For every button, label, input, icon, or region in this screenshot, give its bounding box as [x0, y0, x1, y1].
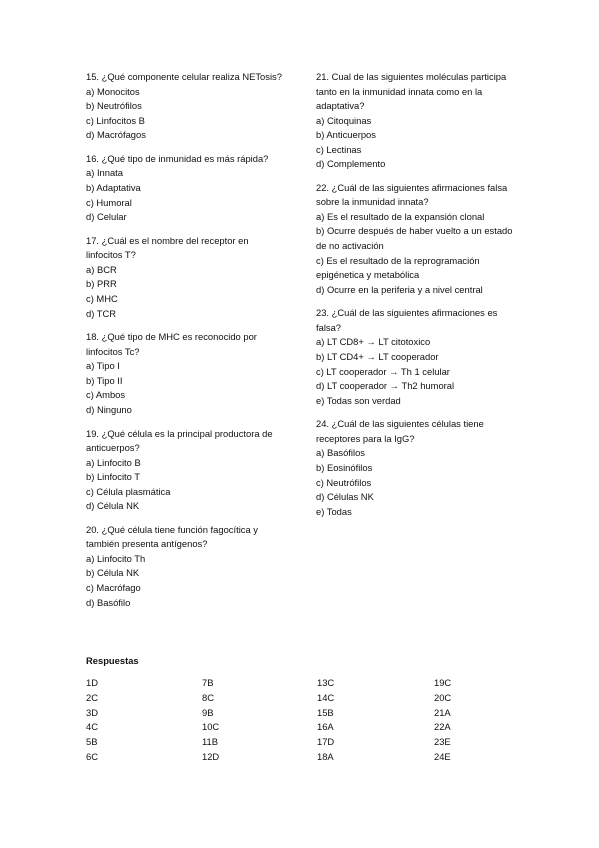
answer-option: a) Basófilos — [316, 447, 365, 459]
answer-option: b) Tipo II — [86, 374, 123, 386]
answer-key-column — [317, 676, 334, 765]
question-block — [316, 181, 516, 298]
answer-option: d) Basófilo — [86, 596, 131, 608]
answer-key-column — [202, 676, 219, 765]
question-title: 16. ¿Qué tipo de inmunidad es más rápida? — [86, 152, 269, 164]
answer-key-item: 6C — [86, 750, 98, 762]
question-title: 15. ¿Qué componente celular realiza NETosis? — [86, 71, 282, 82]
answer-option: c) Neutrófilos — [316, 476, 372, 488]
answer-key-item: 15B — [317, 706, 334, 718]
answer-key-item: 4C — [86, 721, 98, 733]
question-block — [316, 70, 516, 172]
answer-key-item: 2C — [86, 691, 98, 703]
answer-option: a) Tipo I — [86, 360, 120, 372]
question-title: 17. ¿Cuál es el nombre del receptor en linfocitos T? — [86, 234, 249, 261]
question-title: 21. Cual de las siguientes moléculas participa tanto en la inmunidad innata como en la adaptativa? — [316, 71, 507, 111]
question-block — [86, 70, 286, 143]
answer-option: a) LT CD8+ → LT citotoxico — [316, 336, 431, 348]
answer-option: a) Citoquinas — [316, 114, 372, 126]
answer-option: c) Es el resultado de la reprogramación epigénetica y metabólica — [316, 254, 480, 281]
answer-option: d) TCR — [86, 307, 117, 319]
question-title: 19. ¿Qué célula es la principal productora de anticuerpos? — [86, 427, 273, 453]
question-title: 18. ¿Qué tipo de MHC es reconocido por linfocitos Tc? — [86, 331, 257, 357]
answer-key-item: 18A — [317, 750, 334, 762]
answer-key-item: 12D — [202, 750, 220, 762]
question-block — [86, 330, 286, 417]
answer-option: d) Celular — [86, 211, 127, 223]
question-block — [86, 427, 286, 514]
answer-option: c) Lectinas — [316, 143, 362, 155]
answer-key-column — [434, 676, 451, 765]
answer-key-item: 21A — [434, 706, 451, 718]
answer-option: e) Todas son verdad — [316, 394, 401, 406]
answer-option: c) Ambos — [86, 389, 126, 401]
answer-option: c) LT cooperador → Th 1 celular — [316, 365, 450, 377]
question-title: 20. ¿Qué célula tiene función fagocítica y también presenta antígenos? — [86, 523, 258, 550]
answer-option: a) BCR — [86, 263, 117, 275]
answer-key-item: 13C — [317, 677, 335, 688]
answer-option: a) Linfocito B — [86, 456, 141, 468]
question-block — [86, 523, 286, 610]
answer-option: a) Monocitos — [86, 85, 140, 97]
answer-key-item: 24E — [434, 750, 451, 762]
answer-key-item: 7B — [202, 677, 214, 688]
answer-option: c) Célula plasmática — [86, 485, 171, 497]
answer-option: b) Célula NK — [86, 567, 140, 579]
answer-option: b) Adaptativa — [86, 181, 141, 193]
answer-option: b) Eosinófilos — [316, 462, 373, 473]
answer-option: d) Macrófagos — [86, 129, 146, 141]
answer-option: c) Humoral — [86, 196, 132, 208]
question-title: 22. ¿Cuál de las siguientes afirmaciones falsa sobre la inmunidad innata? — [316, 181, 508, 208]
answer-option: b) Ocurre después de haber vuelto a un estado de no activación — [316, 225, 513, 252]
answer-option: c) Macrófago — [86, 582, 141, 594]
question-block — [316, 306, 516, 408]
answer-key-item: 23E — [434, 736, 451, 748]
answer-option: b) LT CD4+ → LT cooperador — [316, 351, 439, 363]
question-title: 23. ¿Cuál de las siguientes afirmaciones es falsa? — [316, 307, 498, 333]
answer-option: d) Ninguno — [86, 403, 132, 415]
answer-key-item: 17D — [317, 736, 335, 748]
answer-key-item: 11B — [202, 736, 218, 748]
answer-key-item: 1D — [86, 677, 98, 688]
answer-key-column — [86, 676, 98, 765]
answer-option: b) Linfocito T — [86, 471, 141, 483]
question-title: 24. ¿Cuál de las siguientes células tiene receptores para la IgG? — [316, 418, 484, 444]
answer-key-item: 19C — [434, 677, 452, 688]
answer-key — [86, 676, 526, 766]
left-question-column — [86, 70, 286, 619]
answer-option: c) MHC — [86, 292, 118, 304]
answer-key-item: 3D — [86, 706, 98, 718]
answer-option: a) Innata — [86, 167, 124, 179]
answer-key-item: 14C — [317, 691, 335, 703]
answer-option: c) Linfocitos B — [86, 114, 145, 126]
answer-key-item: 8C — [202, 691, 214, 703]
answer-option: b) Anticuerpos — [316, 129, 376, 141]
answer-option: a) Linfocito Th — [86, 552, 146, 564]
answer-key-item: 16A — [317, 721, 334, 733]
answer-key-item: 10C — [202, 721, 220, 733]
question-block — [316, 417, 516, 519]
answer-key-item: 20C — [434, 691, 452, 703]
answer-option: d) LT cooperador → Th2 humoral — [316, 380, 455, 392]
answer-option: d) Complemento — [316, 158, 386, 170]
answers-heading: Respuestas — [86, 655, 139, 666]
answer-option: d) Células NK — [316, 491, 374, 503]
answer-option: d) Ocurre en la periferia y a nivel central — [316, 283, 483, 295]
question-block — [86, 234, 286, 321]
answer-key-item: 5B — [86, 736, 98, 748]
answer-key-item: 9B — [202, 706, 214, 718]
question-block — [86, 152, 286, 225]
answer-option: b) PRR — [86, 278, 117, 290]
answer-option: d) Célula NK — [86, 500, 140, 512]
answer-key-item: 22A — [434, 721, 451, 733]
answer-option: b) Neutrófilos — [86, 100, 142, 112]
answer-option: a) Es el resultado de la expansión clonal — [316, 210, 485, 222]
answer-option: e) Todas — [316, 505, 352, 517]
right-question-column — [316, 70, 516, 528]
